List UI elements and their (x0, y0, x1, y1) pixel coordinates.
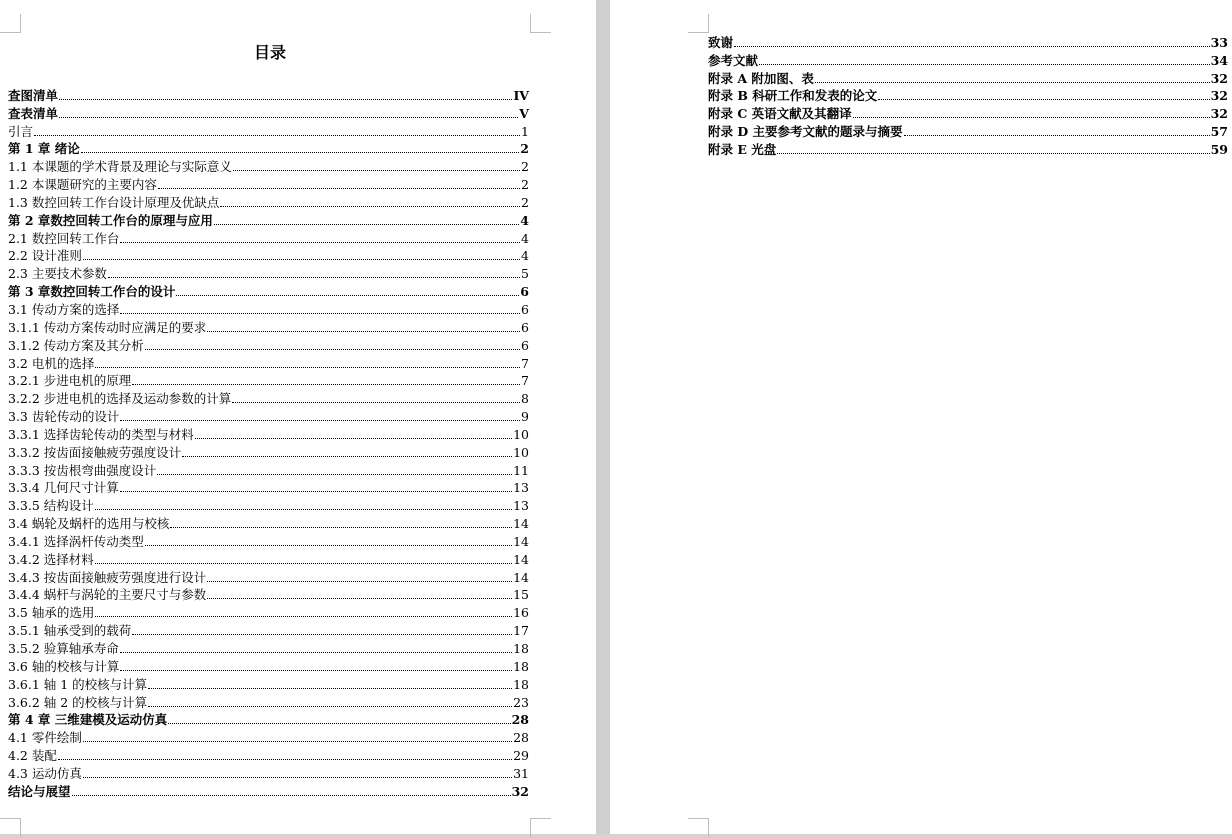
toc-entry-title: 3.6 轴的校核与计算 (8, 658, 120, 674)
toc-entry-title: 2.3 主要技术参数 (8, 266, 107, 282)
toc-dot-leader (904, 135, 1210, 136)
corner-mark-left-bottom-right (530, 818, 551, 837)
toc-dot-leader (120, 491, 512, 492)
toc-entry-title: 4.3 运动仿真 (8, 765, 82, 781)
toc-entry-page: 18 (513, 676, 529, 692)
toc-entry-title: 3.2.2 步进电机的选择及运动参数的计算 (8, 391, 232, 407)
toc-dot-leader (83, 259, 520, 260)
toc-entry-page: 32 (1210, 106, 1228, 122)
toc-dot-leader (759, 64, 1210, 65)
toc-entry-title: 3.5.2 验算轴承寿命 (8, 641, 119, 656)
toc-entry-page: 14 (513, 516, 529, 532)
toc-dot-leader (81, 152, 520, 153)
toc-entry-title: 3.2.1 步进电机的原理 (8, 373, 132, 389)
toc-entry[interactable] (708, 51, 1228, 69)
toc-entry-page: IV (513, 87, 529, 103)
toc-dot-leader (95, 563, 512, 564)
toc-entry[interactable] (8, 140, 529, 158)
toc-entry-title: 3.1.1 传动方案传动时应满足的要求 (8, 319, 207, 335)
toc-entry-page: 31 (513, 765, 529, 781)
toc-entry[interactable] (8, 175, 529, 193)
toc-entry[interactable] (8, 86, 529, 104)
toc-entry[interactable] (708, 69, 1228, 87)
toc-dot-leader (157, 474, 512, 475)
toc-entry[interactable] (708, 122, 1228, 140)
toc-entry-page: 32 (511, 783, 529, 799)
toc-entry-title: 4.2 装配 (8, 748, 57, 764)
toc-entry-page: 2 (521, 159, 529, 175)
toc-entry-title: 3.5 轴承的选用 (8, 605, 95, 621)
toc-entry[interactable] (8, 728, 529, 746)
toc-entry-title: 3.6.2 轴 2 的校核与计算 (8, 694, 148, 710)
toc-entry[interactable] (8, 122, 529, 140)
toc-entry-page: 5 (521, 266, 529, 282)
toc-entry-page: 10 (513, 426, 529, 442)
toc-entry[interactable] (8, 461, 529, 479)
toc-entry-title: 3.4.2 选择材料 (8, 551, 94, 567)
toc-entry[interactable] (8, 675, 529, 693)
toc-dot-leader (182, 456, 512, 457)
corner-mark-left-top-right (530, 14, 551, 33)
toc-dot-leader (120, 313, 520, 314)
toc-entry[interactable] (8, 318, 529, 336)
toc-dot-leader (148, 706, 512, 707)
toc-entry-title: 查图清单 (8, 87, 59, 103)
toc-entry-title: 3.3.5 结构设计 (8, 498, 94, 514)
toc-entry[interactable] (8, 746, 529, 764)
toc-entry-page: 32 (1210, 88, 1228, 104)
toc-dot-leader (34, 135, 520, 136)
toc-dot-leader (59, 99, 512, 100)
toc-dot-leader (72, 795, 511, 796)
toc-dot-leader (132, 384, 520, 385)
toc-entry-title: 3.4 蜗轮及蜗杆的选用与校核 (8, 516, 170, 532)
toc-entry-title: 3.6.1 轴 1 的校核与计算 (8, 676, 148, 692)
toc-entry-page: 28 (513, 730, 529, 746)
corner-mark-right-bottom-left (688, 818, 709, 837)
toc-entry-page: 34 (1210, 52, 1228, 68)
corner-mark-left-top-left (0, 14, 21, 33)
toc-entry-title: 1.1 本课题的学术背景及理论与实际意义 (8, 159, 232, 175)
toc-entry-page: 18 (513, 641, 529, 656)
toc-entry-title: 3.3.2 按齿面接触疲劳强度设计 (8, 444, 182, 460)
toc-entry[interactable] (8, 621, 529, 639)
toc-entry-title: 第 4 章 三维建模及运动仿真 (8, 712, 168, 728)
toc-entry-page: 10 (513, 444, 529, 460)
toc-entry-title: 附录 C 英语文献及其翻译 (708, 106, 852, 122)
corner-mark-left-bottom-left (0, 818, 21, 837)
toc-entry[interactable] (8, 443, 529, 461)
toc-entry-title: 3.4.3 按齿面接触疲劳强度进行设计 (8, 569, 207, 585)
toc-dot-leader (220, 206, 520, 207)
toc-entry-title: 3.1.2 传动方案及其分析 (8, 337, 144, 353)
toc-entry-page: 7 (521, 373, 529, 389)
toc-dot-leader (207, 581, 512, 582)
toc-entry[interactable] (8, 247, 529, 265)
toc-entry-page: 28 (511, 712, 529, 728)
toc-entry-page: 9 (521, 409, 529, 425)
toc-entry-page: 23 (513, 694, 529, 710)
toc-dot-leader (95, 509, 512, 510)
toc-entry[interactable] (8, 193, 529, 211)
toc-dot-leader (170, 527, 512, 528)
toc-entry-page: 29 (513, 748, 529, 764)
toc-entry-page: 2 (520, 141, 529, 157)
toc-dot-leader (207, 598, 512, 599)
toc-dot-leader (120, 652, 512, 653)
toc-entry-title: 3.1 传动方案的选择 (8, 301, 120, 317)
toc-entry-page: 18 (513, 658, 529, 674)
toc-entry-page: 4 (521, 248, 529, 264)
toc-dot-leader (120, 242, 520, 243)
toc-dot-leader (853, 117, 1210, 118)
toc-entry-title: 2.2 设计准则 (8, 248, 82, 264)
toc-entry-title: 3.3.4 几何尺寸计算 (8, 480, 119, 496)
toc-dot-leader (195, 438, 512, 439)
toc-dot-leader (120, 420, 520, 421)
toc-entry-page: 14 (513, 551, 529, 567)
toc-entry[interactable] (708, 87, 1228, 105)
toc-entry-page: 7 (521, 355, 529, 371)
toc-entry[interactable] (8, 711, 529, 729)
toc-entry-title: 第 2 章数控回转工作台的原理与应用 (8, 212, 213, 228)
toc-dot-leader (145, 349, 520, 350)
toc-entry-page: 57 (1210, 124, 1228, 140)
toc-entry-page: 33 (1210, 34, 1228, 50)
toc-list-left (8, 86, 529, 800)
toc-dot-leader (95, 367, 520, 368)
toc-dot-leader (148, 688, 512, 689)
toc-dot-leader (207, 331, 520, 332)
toc-entry[interactable] (8, 639, 529, 657)
toc-entry[interactable] (8, 157, 529, 175)
toc-entry[interactable] (8, 568, 529, 586)
toc-entry[interactable] (8, 372, 529, 390)
toc-title: 目录 (253, 43, 286, 62)
toc-entry-title: 1.2 本课题研究的主要内容 (8, 177, 157, 193)
toc-entry-title: 查表清单 (8, 105, 59, 121)
toc-entry[interactable] (708, 140, 1228, 158)
toc-entry-title: 3.3.3 按齿根弯曲强度设计 (8, 462, 157, 478)
toc-entry[interactable] (8, 782, 529, 800)
toc-entry[interactable] (8, 282, 529, 300)
toc-entry[interactable] (8, 264, 529, 282)
toc-entry-title: 附录 E 光盘 (708, 141, 777, 157)
toc-entry-title: 附录 A 附加图、表 (708, 70, 814, 86)
toc-entry-page: 6 (521, 301, 529, 317)
toc-entry[interactable] (8, 104, 529, 122)
toc-dot-leader (734, 46, 1210, 47)
toc-entry-page: 13 (513, 480, 529, 496)
toc-entry[interactable] (8, 479, 529, 497)
toc-entry-page: 16 (513, 605, 529, 621)
toc-entry-title: 参考文献 (708, 52, 759, 68)
toc-entry-title: 3.4.4 蜗杆与涡轮的主要尺寸与参数 (8, 587, 207, 603)
toc-entry-page: 13 (513, 498, 529, 514)
toc-entry-page: 6 (521, 319, 529, 335)
toc-dot-leader (232, 402, 520, 403)
toc-entry-title: 附录 D 主要参考文献的题录与摘要 (708, 124, 903, 140)
toc-dot-leader (214, 224, 519, 225)
toc-dot-leader (233, 170, 520, 171)
toc-entry-page: 6 (521, 337, 529, 353)
toc-entry-title: 第 3 章数控回转工作台的设计 (8, 284, 176, 300)
toc-dot-leader (168, 723, 510, 724)
toc-entry[interactable] (8, 764, 529, 782)
toc-dot-leader (83, 741, 512, 742)
corner-mark-right-top-left (688, 14, 709, 33)
toc-entry-title: 2.1 数控回转工作台 (8, 230, 120, 246)
toc-entry-page: V (519, 105, 529, 121)
toc-dot-leader (878, 99, 1209, 100)
toc-entry-title: 第 1 章 绪论 (8, 141, 80, 157)
toc-entry-page: 1 (521, 123, 529, 139)
toc-entry-page: 8 (521, 391, 529, 407)
toc-entry[interactable] (8, 211, 529, 229)
toc-dot-leader (58, 759, 512, 760)
toc-dot-leader (176, 295, 519, 296)
toc-dot-leader (120, 670, 512, 671)
toc-dot-leader (132, 634, 512, 635)
toc-entry[interactable] (708, 104, 1228, 122)
toc-entry-title: 致谢 (708, 34, 734, 50)
page-gutter (596, 0, 610, 834)
toc-entry-page: 32 (1210, 70, 1228, 86)
toc-entry[interactable] (8, 603, 529, 621)
toc-entry[interactable] (8, 389, 529, 407)
toc-entry[interactable] (8, 532, 529, 550)
toc-entry-page: 4 (520, 212, 529, 228)
toc-entry-title: 3.4.1 选择涡杆传动类型 (8, 533, 144, 549)
toc-entry[interactable] (8, 229, 529, 247)
toc-entry-title: 3.3.1 选择齿轮传动的类型与材料 (8, 426, 194, 442)
toc-dot-leader (59, 117, 518, 118)
toc-entry[interactable] (8, 586, 529, 604)
toc-entry[interactable] (8, 496, 529, 514)
toc-dot-leader (108, 277, 520, 278)
toc-entry-title: 附录 B 科研工作和发表的论文 (708, 88, 878, 104)
toc-entry-page: 59 (1210, 141, 1228, 157)
toc-dot-leader (158, 188, 520, 189)
toc-entry-title: 3.2 电机的选择 (8, 355, 95, 371)
toc-dot-leader (83, 777, 512, 778)
toc-entry[interactable] (8, 550, 529, 568)
toc-entry-page: 11 (513, 462, 529, 478)
toc-entry[interactable] (8, 657, 529, 675)
toc-entry-page: 4 (521, 230, 529, 246)
toc-entry-page: 17 (513, 623, 529, 639)
toc-entry-page: 14 (513, 533, 529, 549)
toc-entry[interactable] (708, 33, 1228, 51)
toc-entry-title: 4.1 零件绘制 (8, 730, 82, 746)
toc-dot-leader (815, 82, 1210, 83)
toc-entry-page: 14 (513, 569, 529, 585)
toc-dot-leader (95, 616, 512, 617)
toc-entry-title: 3.5.1 轴承受到的载荷 (8, 623, 132, 639)
toc-entry[interactable] (8, 514, 529, 532)
toc-dot-leader (145, 545, 512, 546)
toc-entry[interactable] (8, 407, 529, 425)
toc-entry-title: 引言 (8, 123, 34, 139)
toc-dot-leader (777, 153, 1209, 154)
toc-entry[interactable] (8, 425, 529, 443)
toc-entry-title: 3.3 齿轮传动的设计 (8, 409, 120, 425)
toc-entry-page: 2 (521, 194, 529, 210)
toc-entry[interactable] (8, 300, 529, 318)
toc-entry[interactable] (8, 336, 529, 354)
toc-list-right (708, 33, 1228, 158)
toc-entry-page: 6 (520, 284, 529, 300)
toc-entry-page: 2 (521, 177, 529, 193)
toc-entry-page: 15 (513, 587, 529, 603)
toc-entry-title: 结论与展望 (8, 783, 71, 799)
toc-entry[interactable] (8, 354, 529, 372)
toc-entry[interactable] (8, 693, 529, 711)
toc-entry-title: 1.3 数控回转工作台设计原理及优缺点 (8, 194, 220, 210)
